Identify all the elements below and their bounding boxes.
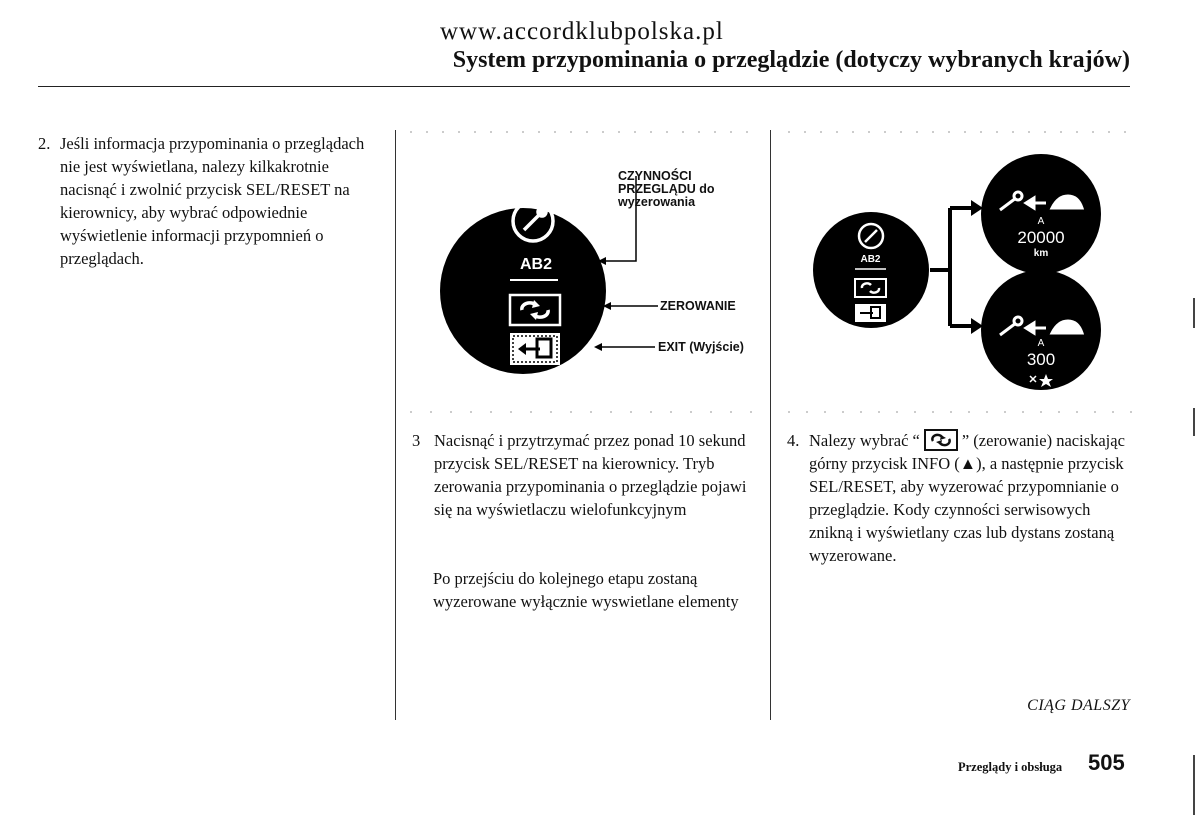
inline-reset-icon <box>924 429 958 451</box>
step-2-number: 2. <box>38 134 51 153</box>
step-4-text-after: ” (zerowanie) naciskając górny przycisk INFO (▲), a następnie przycisk SEL/RESET, aby wyzerować przypomnianie o przeglądzie. Kody czynności serwisowych znikną i wyświetlany czas lub dystans zostaną wyzerowane. <box>809 431 1125 565</box>
scan-mark <box>1193 755 1195 815</box>
figure-reset-result-display <box>778 128 1138 418</box>
step-2-text: Jeśli informacja przypominania o przeglądach nie jest wyświetlana, nalezy kilkakrotnie nacisnąć i zwolnić przycisk SEL/RESET na kierownicy, aby wybrać odpowiednie wyświetlenie informacji przypomnień o przeglądach. <box>60 134 365 268</box>
callout-reset: ZEROWANIE <box>660 299 736 313</box>
scan-mark <box>1193 298 1195 328</box>
lower-time-value: 300 <box>1026 350 1056 369</box>
exit-icon <box>510 333 560 365</box>
upper-service-code: A <box>1037 216 1045 227</box>
column-divider-right <box>770 130 771 720</box>
upper-distance-value: 20000 <box>1017 228 1065 247</box>
callout-service-items: CZYNNOŚCI PRZEGLĄDU do wyzerowania <box>618 169 715 209</box>
figure-reset-mode-display <box>400 128 765 418</box>
step-4-number: 4. <box>787 431 800 450</box>
scan-mark <box>1193 408 1195 436</box>
site-url: www.accordklubpolska.pl <box>440 18 724 45</box>
column-divider-left <box>395 130 396 720</box>
menu-code-label-small: AB2 <box>860 254 881 265</box>
step-3-text: Nacisnąć i przytrzymać przez ponad 10 sekund przycisk SEL/RESET na kierownicy. Tryb zerowania przypominania o przeglądzie pojawi się na wyświetlaczu wielofunkcyjnym <box>434 431 747 519</box>
step-3-note: Po przejściu do kolejnego etapu zostaną wyzerowane wyłącznie wyswietlane elementy <box>433 569 739 611</box>
footer-section-title: Przeglądy i obsługa <box>958 760 1063 774</box>
lower-display-circle <box>981 270 1101 390</box>
reset-result-illustration <box>778 128 1138 418</box>
page-number: 505 <box>1088 750 1125 775</box>
menu-code-label: AB2 <box>519 256 552 273</box>
step-3-number: 3 <box>412 431 421 450</box>
step-4-text <box>809 429 1131 567</box>
step-4-text-before: Nalezy wybrać “ <box>809 431 920 450</box>
header-rule <box>38 86 1130 87</box>
callout-exit: EXIT (Wyjście) <box>658 340 744 354</box>
lower-service-code: A <box>1037 338 1045 349</box>
exit-icon-small <box>855 304 886 322</box>
upper-distance-unit: km <box>1033 248 1049 259</box>
page-title: System przypominania o przeglądzie (dotyczy wybranych krajów) <box>452 47 1130 73</box>
continued-label: CIĄG DALSZY <box>1027 697 1130 714</box>
